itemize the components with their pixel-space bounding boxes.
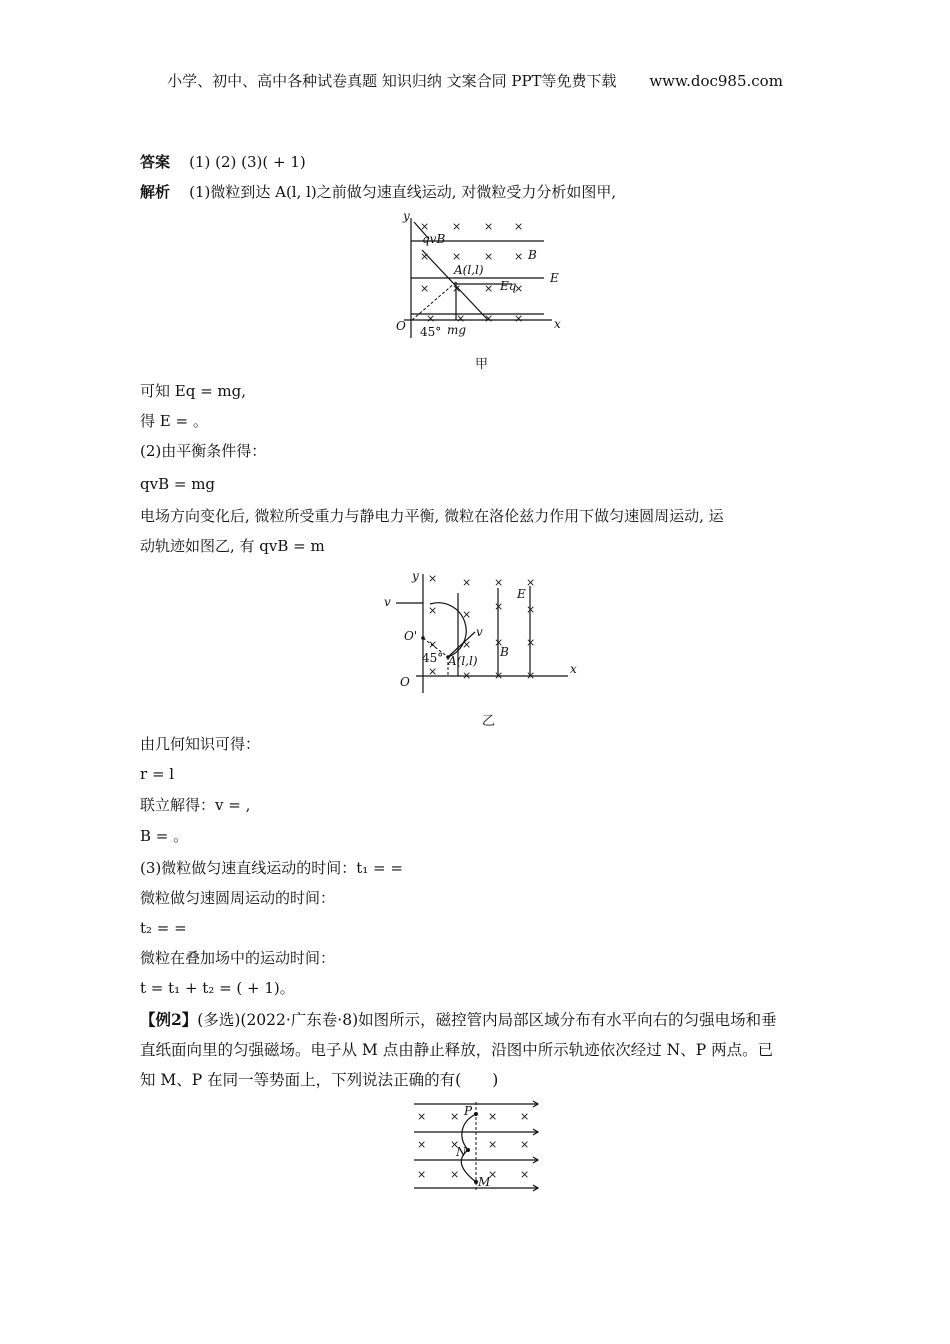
fig1-origin-label: O — [396, 319, 406, 333]
line-2: 得 E = 。 — [140, 412, 208, 430]
line-9: B = 。 — [140, 827, 189, 845]
fig1-y-label: y — [403, 210, 410, 223]
line-7: r = l — [140, 765, 175, 783]
figure-example-2 — [410, 1098, 550, 1198]
fig2-x-label: x — [570, 662, 577, 676]
fig1-qvb-label: qvB — [422, 232, 446, 246]
answer-items: (1) (2) (3)( + 1) — [189, 153, 306, 171]
svg-text:×: × — [484, 282, 494, 295]
svg-text:×: × — [450, 1110, 460, 1123]
svg-text:×: × — [514, 220, 524, 233]
analysis-line — [140, 181, 616, 203]
page-header — [0, 70, 950, 91]
fig2-b-label: B — [500, 645, 509, 659]
analysis-label: 解析 — [140, 183, 171, 201]
fig2-center-label: O' — [404, 629, 418, 643]
svg-text:×: × — [426, 312, 436, 325]
svg-text:×: × — [514, 250, 524, 263]
line-1: 可知 Eq = mg, — [140, 382, 247, 400]
fig2-e-label: E — [517, 587, 526, 601]
fig1-eq-label: Eq — [500, 279, 517, 293]
svg-text:×: × — [488, 1168, 498, 1181]
line-13: 微粒在叠加场中的运动时间： — [140, 949, 336, 967]
example-line-1: (多选)(2022·广东卷·8)如图所示，磁控管内局部区域分布有水平向右的匀强电场和垂 — [197, 1011, 777, 1029]
svg-text:×: × — [428, 638, 438, 651]
figure-jia-caption: 甲 — [475, 357, 489, 372]
svg-text:×: × — [526, 636, 536, 649]
svg-text:×: × — [420, 220, 430, 233]
svg-text:×: × — [450, 1138, 460, 1151]
svg-text:×: × — [428, 572, 438, 585]
svg-text:×: × — [494, 576, 504, 589]
figure-jia — [392, 210, 572, 350]
svg-text:×: × — [484, 250, 494, 263]
line-8: 联立解得：v = , — [140, 796, 251, 814]
fig1-mg-label: mg — [447, 323, 467, 337]
svg-text:×: × — [484, 220, 494, 233]
fig2-origin-label: O — [400, 675, 410, 689]
svg-text:×: × — [420, 282, 430, 295]
fig3-m-label: M — [478, 1175, 491, 1189]
svg-text:×: × — [417, 1110, 427, 1123]
svg-text:×: × — [520, 1110, 530, 1123]
example-line-3: 知 M、P 在同一等势面上，下列说法正确的有( ) — [140, 1071, 499, 1089]
svg-text:×: × — [428, 604, 438, 617]
svg-text:×: × — [488, 1110, 498, 1123]
svg-text:×: × — [514, 312, 524, 325]
svg-text:×: × — [456, 312, 466, 325]
line-6: 由几何知识可得： — [140, 735, 261, 753]
fig1-point-a-label: A(l,l) — [454, 263, 484, 277]
fig3-p-label: P — [464, 1104, 473, 1118]
example-label: 【例2】 — [140, 1010, 198, 1029]
svg-text:×: × — [462, 638, 472, 651]
fig1-e-label: E — [550, 271, 559, 285]
svg-text:×: × — [462, 608, 472, 621]
fig2-angle-label: 45° — [422, 651, 444, 665]
fig1-x-label: x — [554, 317, 561, 331]
svg-text:×: × — [462, 576, 472, 589]
svg-text:×: × — [450, 1168, 460, 1181]
line-10: (3)微粒做匀速直线运动的时间：t₁ = = — [140, 859, 403, 877]
svg-text:×: × — [452, 220, 462, 233]
figure-yi-caption: 乙 — [482, 714, 496, 729]
fig2-y-label: y — [412, 569, 419, 583]
fig2-v1-label: v — [384, 595, 391, 609]
svg-text:×: × — [428, 665, 438, 678]
header-site: www.doc985.com — [649, 72, 783, 90]
svg-text:×: × — [420, 250, 430, 263]
line-4: qvB = mg — [140, 475, 216, 493]
svg-text:×: × — [526, 603, 536, 616]
svg-text:×: × — [494, 669, 504, 682]
svg-text:×: × — [462, 669, 472, 682]
line-14: t = t₁ + t₂ = ( + 1)。 — [140, 979, 295, 997]
svg-text:×: × — [484, 312, 494, 325]
example-2 — [140, 1005, 812, 1095]
svg-text:×: × — [520, 1168, 530, 1181]
svg-text:×: × — [526, 669, 536, 682]
svg-text:×: × — [494, 600, 504, 613]
svg-text:×: × — [452, 250, 462, 263]
example-line-2: 直纸面向里的匀强磁场。电子从 M 点由静止释放，沿图中所示轨迹依次经过 N、P 两点。已 — [140, 1041, 774, 1059]
svg-text:×: × — [514, 282, 524, 295]
answer-line — [140, 151, 306, 173]
svg-text:×: × — [417, 1138, 427, 1151]
line-12: t₂ = = — [140, 919, 187, 937]
line-3: (2)由平衡条件得： — [140, 442, 267, 460]
svg-text:×: × — [494, 636, 504, 649]
svg-text:×: × — [417, 1168, 427, 1181]
answer-label: 答案 — [140, 153, 171, 171]
figure-yi — [378, 568, 578, 698]
svg-text:×: × — [488, 1138, 498, 1151]
fig2-v2-label: v — [476, 625, 483, 639]
svg-text:×: × — [452, 282, 462, 295]
line-5b: 动轨迹如图乙, 有 qvB = m — [140, 537, 325, 555]
svg-text:×: × — [520, 1138, 530, 1151]
fig2-point-a-label: A(l,l) — [448, 654, 478, 668]
svg-text:×: × — [526, 576, 536, 589]
fig1-angle-label: 45° — [420, 325, 442, 339]
header-text: 小学、初中、高中各种试卷真题 知识归纳 文案合同 PPT等免费下载 — [167, 72, 617, 90]
fig3-n-label: N — [456, 1145, 467, 1159]
analysis-text: (1)微粒到达 A(l, l)之前做匀速直线运动, 对微粒受力分析如图甲, — [189, 183, 617, 201]
line-11: 微粒做匀速圆周运动的时间： — [140, 889, 336, 907]
fig1-b-label: B — [528, 248, 537, 262]
line-5a: 电场方向变化后, 微粒所受重力与静电力平衡, 微粒在洛伦兹力作用下做匀速圆周运动, 运 — [140, 507, 724, 525]
